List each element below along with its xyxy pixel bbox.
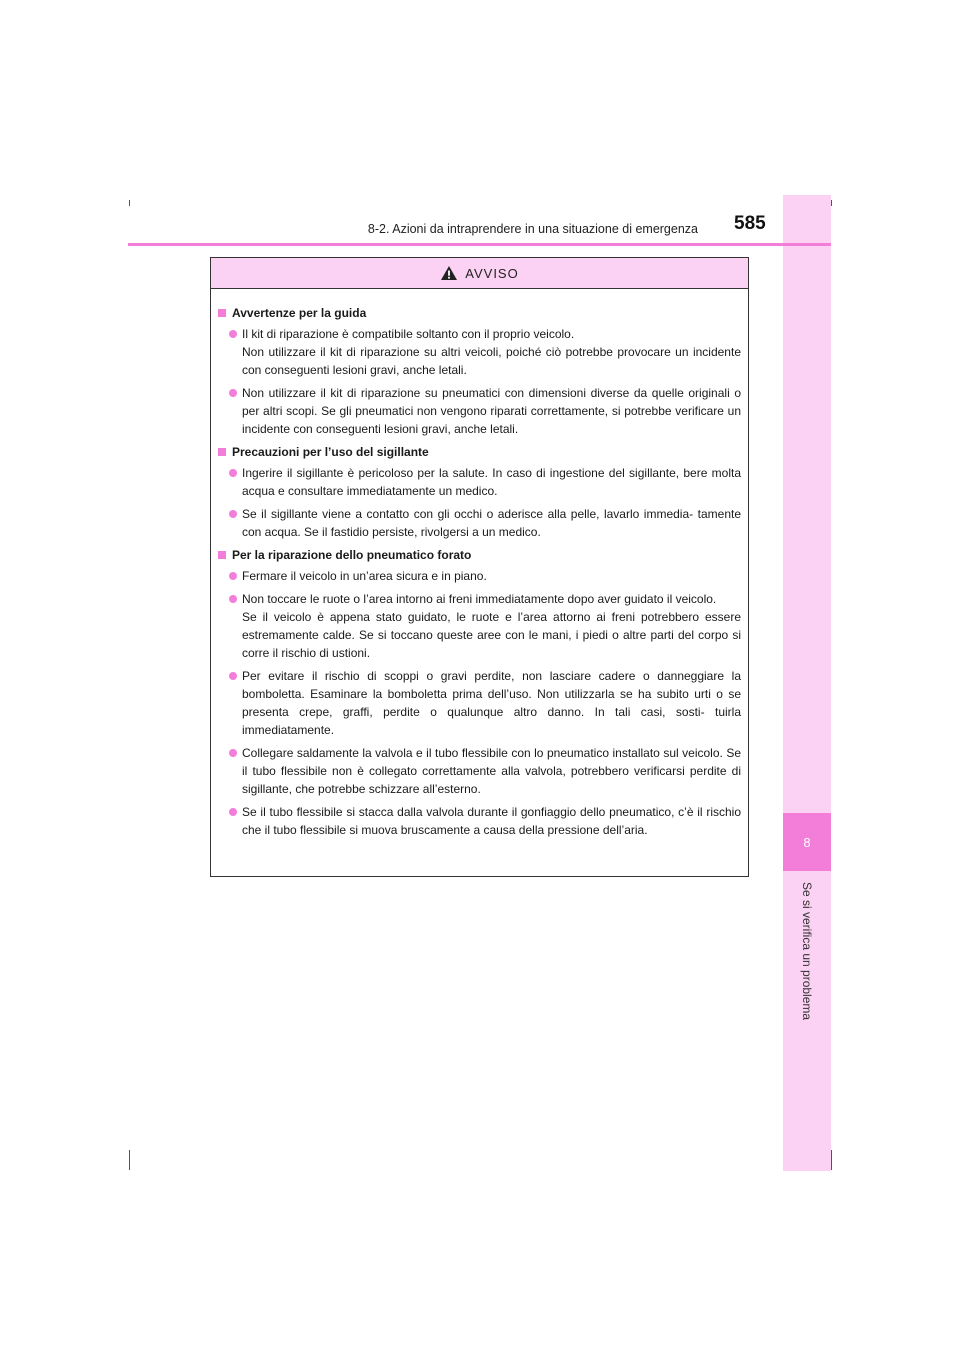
- bullet-item: [218, 803, 741, 839]
- bullet-paragraph: Per evitare il rischio di scoppi o gravi perdite, non lasciare cadere o danneggiare la bomboletta. Esaminare la bomboletta prima dell’uso. Non utilizzarla se ha subito urti o se presenta crepe, graffi, perdite o qualunque altro danno. In tali casi, sosti- tuirla immediatamente.: [242, 669, 741, 737]
- crop-mark: [129, 1150, 130, 1170]
- bullet-paragraph: Collegare saldamente la valvola e il tubo flessibile con lo pneumatico installato sul veicolo. Se il tubo flessibile non è collegato correttamente alla valvola, potrebbero verificarsi perdite di sigillante, che potrebbe schizzare all’esterno.: [242, 746, 741, 796]
- circle-bullet-icon: [229, 572, 237, 580]
- bullet-paragraph: Se il sigillante viene a contatto con gli occhi o aderisce alla pelle, lavarlo immedia- tamente con acqua. Se il fastidio persiste, rivolgersi a un medico.: [242, 507, 741, 539]
- circle-bullet-icon: [229, 672, 237, 680]
- bullet-item: [218, 590, 741, 662]
- section-heading: [218, 443, 741, 461]
- circle-bullet-icon: [229, 469, 237, 477]
- warning-box: [210, 257, 749, 877]
- circle-bullet-icon: [229, 510, 237, 518]
- bullet-paragraph: Se il veicolo è appena stato guidato, le ruote e l’area attorno ai freni potrebbero essere estremamente calde. Se si toccano queste aree con le mani, i piedi o altre parti del corpo si corre il rischio di ustioni.: [242, 610, 741, 660]
- square-bullet-icon: [218, 448, 226, 456]
- square-bullet-icon: [218, 551, 226, 559]
- warning-title: AVVISO: [465, 265, 519, 281]
- bullet-item: [218, 567, 741, 585]
- circle-bullet-icon: [229, 808, 237, 816]
- bullet-item: [218, 505, 741, 541]
- bullet-paragraph: Se il tubo flessibile si stacca dalla valvola durante il gonfiaggio dello pneumatico, c’è il rischio che il tubo flessibile si muova bruscamente a causa della pressione dell’aria.: [242, 805, 741, 837]
- crop-mark: [129, 200, 130, 206]
- bullet-paragraph: Fermare il veicolo in un’area sicura e in piano.: [242, 569, 487, 583]
- circle-bullet-icon: [229, 595, 237, 603]
- chapter-title: [783, 882, 831, 1042]
- bullet-paragraph: Non utilizzare il kit di riparazione su pneumatici con dimensioni diverse da quelle originali o per altri scopi. Se gli pneumatici non vengono riparati correttamente, si potrebbe verificare un incidente con conseguenti lesioni gravi, anche letali.: [242, 386, 741, 436]
- warning-body: [211, 289, 748, 839]
- bullet-item: [218, 325, 741, 379]
- bullet-paragraph: Il kit di riparazione è compatibile soltanto con il proprio veicolo.: [242, 327, 575, 341]
- square-bullet-icon: [218, 309, 226, 317]
- bullet-paragraph: Non utilizzare il kit di riparazione su altri veicoli, poiché ciò potrebbe provocare un incidente con conseguenti lesioni gravi, anche letali.: [242, 345, 741, 377]
- crop-mark: [831, 200, 832, 206]
- bullet-item: [218, 384, 741, 438]
- crop-mark: [831, 1150, 832, 1170]
- chapter-title-text: Se si verifica un problema: [800, 882, 814, 1021]
- chapter-number: 8: [783, 813, 831, 871]
- bullet-paragraph: Ingerire il sigillante è pericoloso per la salute. In caso di ingestione del sigillante, bere molta acqua e consultare immediatamente un medico.: [242, 466, 741, 498]
- bullet-paragraph: Non toccare le ruote o l’area intorno ai freni immediatamente dopo aver guidato il veicolo.: [242, 592, 717, 606]
- circle-bullet-icon: [229, 749, 237, 757]
- section-heading: [218, 304, 741, 322]
- section-heading-text: Per la riparazione dello pneumatico forato: [232, 548, 472, 562]
- circle-bullet-icon: [229, 330, 237, 338]
- warning-header: [211, 258, 748, 289]
- section-heading-text: Precauzioni per l’uso del sigillante: [232, 445, 429, 459]
- bullet-item: [218, 744, 741, 798]
- section-title: 8-2. Azioni da intraprendere in una situazione di emergenza: [367, 222, 698, 236]
- bullet-item: [218, 667, 741, 739]
- warning-triangle-icon: [440, 265, 458, 281]
- circle-bullet-icon: [229, 389, 237, 397]
- bullet-item: [218, 464, 741, 500]
- section-heading: [218, 546, 741, 564]
- page-number: 585: [734, 213, 766, 234]
- section-heading-text: Avvertenze per la guida: [232, 306, 367, 320]
- header-rule: [128, 243, 831, 246]
